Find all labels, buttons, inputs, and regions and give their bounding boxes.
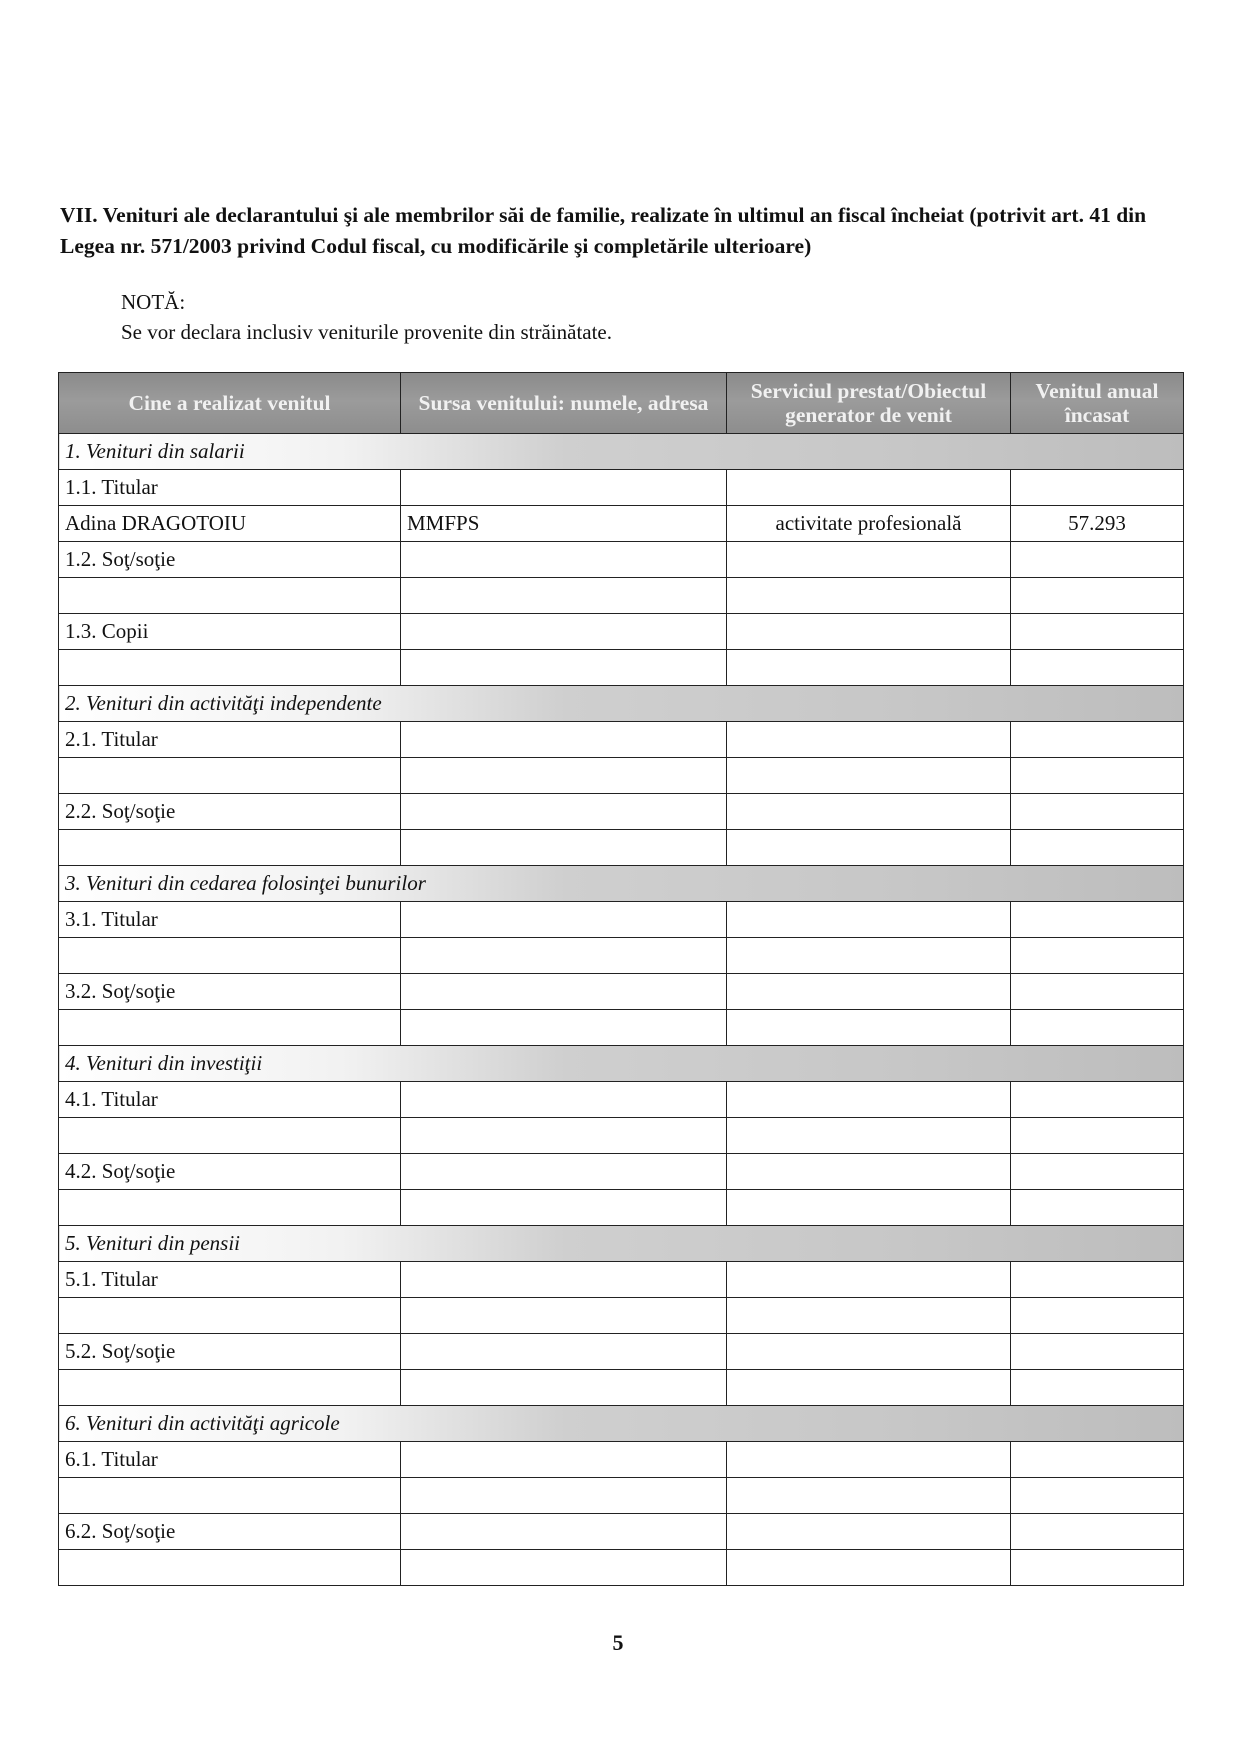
row-label: 1.2. Soţ/soţie bbox=[59, 542, 401, 578]
income-earner: Adina DRAGOTOIU bbox=[59, 506, 401, 542]
category-row-salaries bbox=[59, 434, 1184, 470]
table-row bbox=[59, 1478, 1184, 1514]
row-label: 4.2. Soţ/soţie bbox=[59, 1154, 401, 1190]
table-row bbox=[59, 1190, 1184, 1226]
row-label: 5.1. Titular bbox=[59, 1262, 401, 1298]
table-row bbox=[59, 1550, 1184, 1586]
category-label: 1. Venituri din salarii bbox=[59, 434, 1184, 470]
row-label: 3.1. Titular bbox=[59, 902, 401, 938]
category-row-investments bbox=[59, 1046, 1184, 1082]
note-text: Se vor declara inclusiv veniturile provenite din străinătate. bbox=[121, 320, 612, 344]
category-label: 4. Venituri din investiţii bbox=[59, 1046, 1184, 1082]
row-label: 6.1. Titular bbox=[59, 1442, 401, 1478]
row-label: 2.2. Soţ/soţie bbox=[59, 794, 401, 830]
table-row bbox=[59, 1370, 1184, 1406]
table-row bbox=[59, 1082, 1184, 1118]
table-row bbox=[59, 938, 1184, 974]
table-row bbox=[59, 758, 1184, 794]
table-row bbox=[59, 1514, 1184, 1550]
header-income: Venitul anual încasat bbox=[1011, 373, 1184, 434]
row-label: 3.2. Soţ/soţie bbox=[59, 974, 401, 1010]
section-title: VII. Venituri ale declarantului şi ale membrilor săi de familie, realizate în ultimul an fiscal încheiat (potrivit art. 41 din Legea nr. 571/2003 privind Codul fiscal, cu modificările şi completările ulterioare) bbox=[60, 203, 1147, 258]
note-label: NOTĂ: bbox=[121, 290, 186, 314]
header-who: Cine a realizat venitul bbox=[59, 373, 401, 434]
table-row bbox=[59, 578, 1184, 614]
category-label: 6. Venituri din activităţi agricole bbox=[59, 1406, 1184, 1442]
table-row bbox=[59, 506, 1184, 542]
table-row bbox=[59, 1154, 1184, 1190]
category-label: 5. Venituri din pensii bbox=[59, 1226, 1184, 1262]
table-row bbox=[59, 1334, 1184, 1370]
row-label: 1.1. Titular bbox=[59, 470, 401, 506]
category-row-independent bbox=[59, 686, 1184, 722]
category-label: 3. Venituri din cedarea folosinţei bunurilor bbox=[59, 866, 1184, 902]
table-row bbox=[59, 974, 1184, 1010]
category-row-pensions bbox=[59, 1226, 1184, 1262]
table-row bbox=[59, 542, 1184, 578]
income-table bbox=[58, 372, 1184, 1586]
page-number: 5 bbox=[612, 1630, 624, 1655]
income-source: MMFPS bbox=[401, 506, 727, 542]
row-label: 4.1. Titular bbox=[59, 1082, 401, 1118]
table-row bbox=[59, 1010, 1184, 1046]
income-service: activitate profesională bbox=[727, 506, 1011, 542]
table-row bbox=[59, 1298, 1184, 1334]
table-row bbox=[59, 650, 1184, 686]
row-label: 6.2. Soţ/soţie bbox=[59, 1514, 401, 1550]
income-amount: 57.293 bbox=[1011, 506, 1184, 542]
row-label: 1.3. Copii bbox=[59, 614, 401, 650]
table-row bbox=[59, 794, 1184, 830]
header-source: Sursa venitului: numele, adresa bbox=[401, 373, 727, 434]
table-row bbox=[59, 1262, 1184, 1298]
category-row-property-use bbox=[59, 866, 1184, 902]
row-label: 2.1. Titular bbox=[59, 722, 401, 758]
table-row bbox=[59, 902, 1184, 938]
table-row bbox=[59, 614, 1184, 650]
table-header-row bbox=[59, 373, 1184, 434]
table-row bbox=[59, 722, 1184, 758]
category-label: 2. Venituri din activităţi independente bbox=[59, 686, 1184, 722]
table-row bbox=[59, 1442, 1184, 1478]
table-row bbox=[59, 830, 1184, 866]
header-service: Serviciul prestat/Obiectul generator de venit bbox=[727, 373, 1011, 434]
table-row bbox=[59, 1118, 1184, 1154]
table-row bbox=[59, 470, 1184, 506]
row-label: 5.2. Soţ/soţie bbox=[59, 1334, 401, 1370]
category-row-agricultural bbox=[59, 1406, 1184, 1442]
